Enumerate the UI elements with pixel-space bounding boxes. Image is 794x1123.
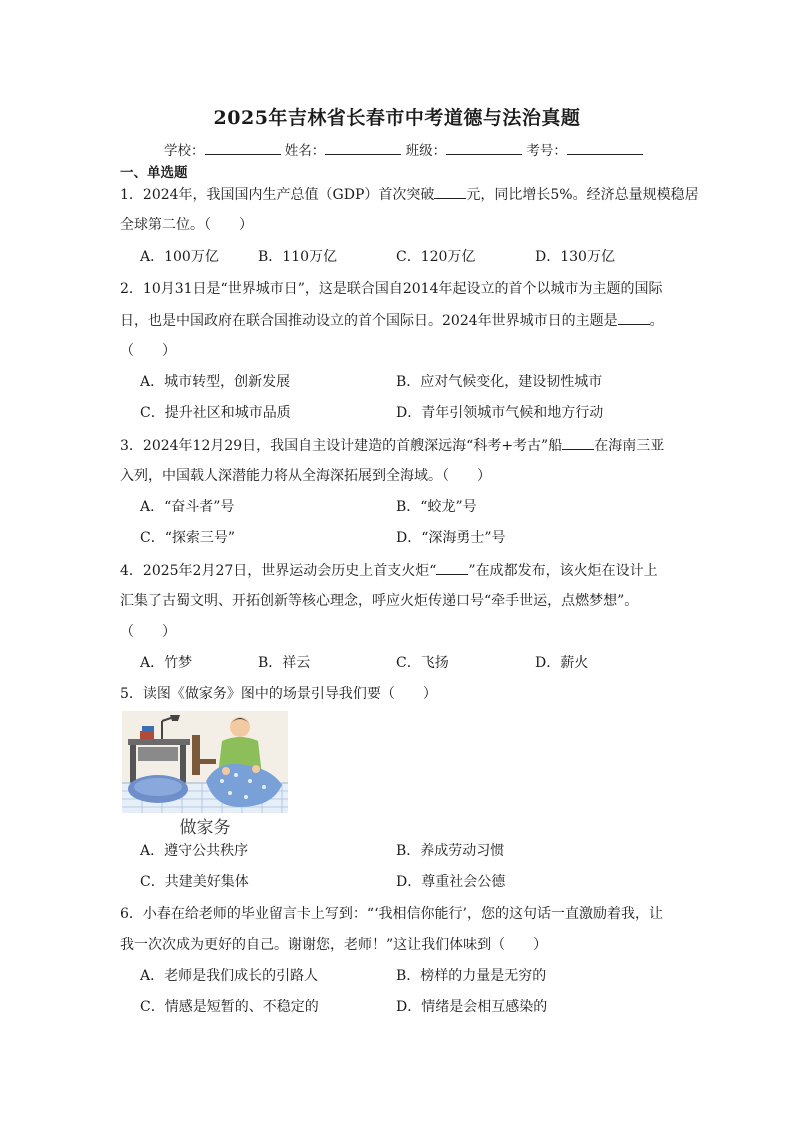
q6-option-d[interactable]: D．情绪是会相互感染的 — [396, 999, 548, 1015]
answer-blank — [618, 310, 650, 325]
exam-number-blank[interactable] — [567, 140, 643, 155]
q1-option-c[interactable]: C．120万亿 — [396, 249, 476, 265]
question-2-line-1: 2．10月31日是“世界城市日”，这是联合国自2014年起设立的首个以城市为主题的国际 — [120, 281, 663, 297]
q3-option-d[interactable]: D．“深海勇士”号 — [396, 530, 506, 546]
question-6-line-1: 6．小春在给老师的毕业留言卡上写到：“‘我相信你能行’，您的这句话一直激励着我，让 — [120, 906, 663, 922]
question-1-line-1 — [120, 184, 699, 205]
student-info-line — [164, 139, 643, 159]
question-text: 4．2025年2月27日，世界运动会历史上首支火炬“ — [120, 563, 437, 579]
q4-option-c[interactable]: C．飞扬 — [396, 655, 449, 671]
name-label: 姓名： — [284, 143, 326, 159]
question-2-line-2 — [120, 310, 664, 331]
q4-option-b[interactable]: B．祥云 — [258, 655, 311, 671]
question-4-line-3: （ ） — [120, 624, 176, 640]
class-blank[interactable] — [446, 140, 522, 155]
school-label: 学校： — [164, 143, 205, 159]
class-label: 班级： — [405, 143, 447, 159]
question-1-line-2: 全球第二位。（ ） — [120, 217, 253, 233]
figure-caption: 做家务 — [179, 818, 231, 838]
question-4-line-2: 汇集了古蜀文明、开拓创新等核心理念，呼应火炬传递口号“牵手世运，点燃梦想”。 — [120, 593, 639, 609]
question-5-line-1: 5．读图《做家务》图中的场景引导我们要（ ） — [120, 686, 437, 702]
housework-illustration — [122, 711, 288, 838]
section-heading: 一、单选题 — [120, 165, 188, 181]
question-3-line-2: 入列，中国载人深潜能力将从全海深拓展到全海域。（ ） — [120, 468, 491, 484]
question-2-line-3: （ ） — [120, 343, 176, 359]
q5-option-b[interactable]: B．养成劳动习惯 — [396, 843, 505, 859]
q1-option-a[interactable]: A．100万亿 — [140, 249, 219, 265]
page-title: 2025年吉林省长春市中考道德与法治真题 — [213, 107, 581, 129]
exam-number-label: 考号： — [526, 143, 567, 159]
q3-option-b[interactable]: B．“蛟龙”号 — [396, 499, 477, 515]
question-3-line-1 — [120, 435, 664, 456]
question-text: 元，同比增长5%。经济总量规模稳居 — [466, 187, 699, 203]
question-text: 1．2024年，我国国内生产总值（GDP）首次突破 — [120, 187, 435, 203]
q6-option-b[interactable]: B．榜样的力量是无穷的 — [396, 968, 547, 984]
answer-blank — [436, 560, 468, 575]
q2-option-b[interactable]: B．应对气候变化，建设韧性城市 — [396, 374, 603, 390]
q3-option-c[interactable]: C．“探索三号” — [140, 530, 236, 546]
question-4-line-1 — [120, 560, 658, 581]
q2-option-c[interactable]: C．提升社区和城市品质 — [140, 405, 291, 421]
question-text: ”在成都发布，该火炬在设计上 — [468, 563, 658, 579]
q5-option-a[interactable]: A．遵守公共秩序 — [140, 843, 249, 859]
q1-option-b[interactable]: B．110万亿 — [258, 249, 338, 265]
answer-blank — [434, 184, 466, 199]
q5-option-d[interactable]: D．尊重社会公德 — [396, 874, 506, 890]
school-blank[interactable] — [205, 140, 281, 155]
q4-option-d[interactable]: D．薪火 — [535, 655, 589, 671]
q6-option-c[interactable]: C．情感是短暂的、不稳定的 — [140, 999, 319, 1015]
q4-option-a[interactable]: A．竹梦 — [140, 655, 193, 671]
question-6-line-2: 我一次次成为更好的自己。谢谢您，老师！”这让我们体味到（ ） — [120, 937, 548, 953]
q1-option-d[interactable]: D．130万亿 — [535, 249, 615, 265]
name-blank[interactable] — [325, 140, 401, 155]
q2-option-d[interactable]: D．青年引领城市气候和地方行动 — [396, 405, 604, 421]
q6-option-a[interactable]: A．老师是我们成长的引路人 — [140, 968, 319, 984]
q2-option-a[interactable]: A．城市转型，创新发展 — [140, 374, 291, 390]
q5-option-c[interactable]: C．共建美好集体 — [140, 874, 249, 890]
question-text: 在海南三亚 — [594, 438, 665, 454]
question-text: 3．2024年12月29日，我国自主设计建造的首艘深远海“科考+考古”船 — [120, 438, 563, 454]
q3-option-a[interactable]: A．“奋斗者”号 — [140, 499, 235, 515]
question-text: 。 — [649, 313, 664, 329]
question-text: 日，也是中国政府在联合国推动设立的首个国际日。2024年世界城市日的主题是 — [120, 313, 618, 329]
answer-blank — [562, 435, 594, 450]
